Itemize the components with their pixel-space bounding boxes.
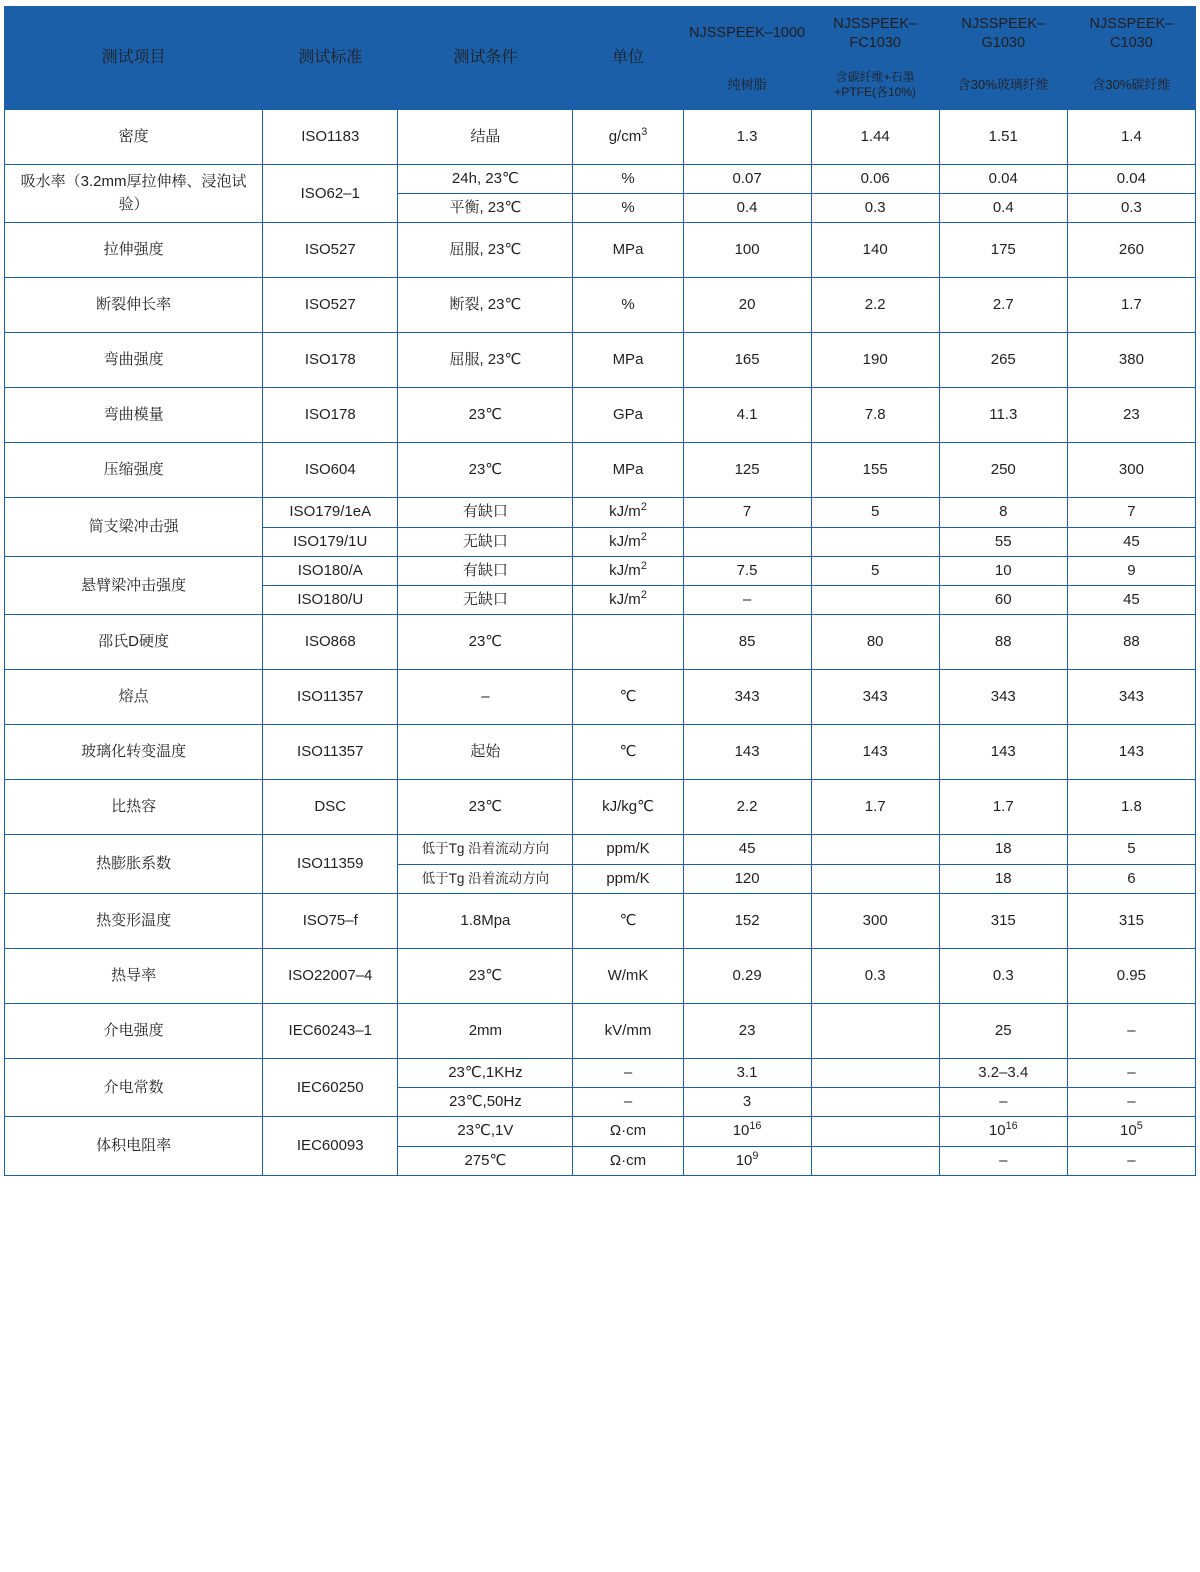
cell-unit: $kJ/m^2$ <box>573 556 683 585</box>
cell-unit: – <box>573 1058 683 1087</box>
cell-value: – <box>1067 1146 1195 1175</box>
cell-value: 6 <box>1067 864 1195 893</box>
cell-value: 175 <box>939 223 1067 278</box>
cell-test-item: 介电强度 <box>5 1003 263 1058</box>
cell-test-standard: ISO527 <box>263 278 398 333</box>
cell-value: 20 <box>683 278 811 333</box>
cell-value: 85 <box>683 615 811 670</box>
table-row <box>5 1058 1196 1087</box>
table-row <box>5 725 1196 780</box>
cell-value: 8 <box>939 498 1067 527</box>
cell-unit: GPa <box>573 388 683 443</box>
table-row <box>5 333 1196 388</box>
cell-value: 0.4 <box>683 194 811 223</box>
cell-test-condition: 低于Tg 沿着流动方向 <box>398 864 573 893</box>
cell-value: 0.04 <box>1067 164 1195 193</box>
cell-value: – <box>1067 1088 1195 1117</box>
cell-unit: ppm/K <box>573 835 683 864</box>
cell-test-item: 熔点 <box>5 670 263 725</box>
header-product-4-desc: 含30%碳纤维 <box>1067 61 1195 109</box>
cell-test-condition: 平衡, 23℃ <box>398 194 573 223</box>
cell-value: 2.2 <box>683 780 811 835</box>
table-body <box>5 109 1196 1175</box>
cell-value: – <box>683 586 811 615</box>
cell-test-item: 压缩强度 <box>5 443 263 498</box>
cell-test-standard: ISO11359 <box>263 835 398 894</box>
cell-value: 1.3 <box>683 109 811 164</box>
cell-value: 2.2 <box>811 278 939 333</box>
cell-value: 23 <box>683 1003 811 1058</box>
cell-test-condition: 23℃,1V <box>398 1117 573 1146</box>
cell-test-condition: 无缺口 <box>398 527 573 556</box>
cell-value: 18 <box>939 864 1067 893</box>
cell-test-standard: ISO62–1 <box>263 164 398 223</box>
cell-test-item: 介电常数 <box>5 1058 263 1117</box>
cell-unit: ppm/K <box>573 864 683 893</box>
table-row <box>5 948 1196 1003</box>
cell-test-item: 密度 <box>5 109 263 164</box>
cell-test-item: 弯曲强度 <box>5 333 263 388</box>
cell-value: 0.06 <box>811 164 939 193</box>
cell-value: – <box>1067 1058 1195 1087</box>
header-test-condition: 测试条件 <box>398 7 573 110</box>
cell-test-item: 断裂伸长率 <box>5 278 263 333</box>
cell-value: 1.7 <box>939 780 1067 835</box>
cell-value: 1.7 <box>1067 278 1195 333</box>
cell-test-standard: ISO11357 <box>263 670 398 725</box>
header-product-2: NJSSPEEK–FC1030 <box>811 7 939 62</box>
cell-value <box>811 864 939 893</box>
header-product-3: NJSSPEEK–G1030 <box>939 7 1067 62</box>
cell-test-item: 简支梁冲击强 <box>5 498 263 557</box>
cell-unit: % <box>573 164 683 193</box>
cell-value: 190 <box>811 333 939 388</box>
table-row <box>5 109 1196 164</box>
cell-unit: – <box>573 1088 683 1117</box>
cell-value: 0.3 <box>939 948 1067 1003</box>
cell-test-item: 热变形温度 <box>5 893 263 948</box>
cell-value: 45 <box>1067 527 1195 556</box>
cell-test-condition: 有缺口 <box>398 556 573 585</box>
cell-test-condition: 24h, 23℃ <box>398 164 573 193</box>
cell-test-condition: 275℃ <box>398 1146 573 1175</box>
table-row <box>5 615 1196 670</box>
cell-value: 120 <box>683 864 811 893</box>
cell-test-item: 比热容 <box>5 780 263 835</box>
cell-unit: % <box>573 194 683 223</box>
cell-test-standard: IEC60093 <box>263 1117 398 1176</box>
cell-unit: Ω·cm <box>573 1146 683 1175</box>
cell-value <box>811 1003 939 1058</box>
cell-value: 343 <box>683 670 811 725</box>
cell-value: 155 <box>811 443 939 498</box>
cell-value: 9 <box>1067 556 1195 585</box>
header-test-standard: 测试标准 <box>263 7 398 110</box>
cell-value: 265 <box>939 333 1067 388</box>
header-product-3-desc: 含30%玻璃纤维 <box>939 61 1067 109</box>
cell-value: 300 <box>811 893 939 948</box>
cell-value: 88 <box>1067 615 1195 670</box>
cell-value: 300 <box>1067 443 1195 498</box>
cell-value: 315 <box>939 893 1067 948</box>
cell-unit: Ω·cm <box>573 1117 683 1146</box>
cell-unit <box>573 615 683 670</box>
table-row <box>5 388 1196 443</box>
cell-test-condition: 23℃ <box>398 615 573 670</box>
table-row <box>5 223 1196 278</box>
cell-value: 1.7 <box>811 780 939 835</box>
cell-value: 0.3 <box>1067 194 1195 223</box>
table-header <box>5 7 1196 110</box>
cell-value: 0.3 <box>811 194 939 223</box>
cell-value: $10^9$ <box>683 1146 811 1175</box>
cell-test-item: 热膨胀系数 <box>5 835 263 894</box>
cell-unit: $kJ/m^2$ <box>573 527 683 556</box>
cell-test-condition: 23℃,1KHz <box>398 1058 573 1087</box>
cell-test-item: 悬臂梁冲击强度 <box>5 556 263 615</box>
cell-test-condition: 23℃ <box>398 780 573 835</box>
cell-value: 125 <box>683 443 811 498</box>
cell-value: 7 <box>683 498 811 527</box>
cell-unit: $g/cm^3$ <box>573 109 683 164</box>
cell-value <box>811 1146 939 1175</box>
cell-test-standard: IEC60243–1 <box>263 1003 398 1058</box>
cell-test-standard: ISO11357 <box>263 725 398 780</box>
cell-value: 140 <box>811 223 939 278</box>
cell-test-condition: 23℃,50Hz <box>398 1088 573 1117</box>
table-row <box>5 164 1196 193</box>
cell-value: 18 <box>939 835 1067 864</box>
cell-value: 343 <box>939 670 1067 725</box>
cell-test-item: 邵氏D硬度 <box>5 615 263 670</box>
cell-test-condition: 23℃ <box>398 388 573 443</box>
cell-test-condition: – <box>398 670 573 725</box>
cell-value: 0.4 <box>939 194 1067 223</box>
cell-unit: $kJ/m^2$ <box>573 586 683 615</box>
cell-value: – <box>1067 1003 1195 1058</box>
header-product-1-desc: 纯树脂 <box>683 61 811 109</box>
cell-test-standard: ISO180/U <box>263 586 398 615</box>
cell-test-standard: ISO178 <box>263 388 398 443</box>
cell-value: 1.8 <box>1067 780 1195 835</box>
cell-value: 25 <box>939 1003 1067 1058</box>
cell-test-condition: 屈服, 23℃ <box>398 223 573 278</box>
cell-unit: kV/mm <box>573 1003 683 1058</box>
cell-value: 7.5 <box>683 556 811 585</box>
cell-value: 60 <box>939 586 1067 615</box>
header-test-item: 测试项目 <box>5 7 263 110</box>
table-row <box>5 443 1196 498</box>
cell-test-condition: 无缺口 <box>398 586 573 615</box>
cell-test-standard: ISO178 <box>263 333 398 388</box>
cell-value: 11.3 <box>939 388 1067 443</box>
cell-value: 315 <box>1067 893 1195 948</box>
cell-test-item: 热导率 <box>5 948 263 1003</box>
table-row <box>5 1003 1196 1058</box>
cell-value: 0.29 <box>683 948 811 1003</box>
cell-value: 100 <box>683 223 811 278</box>
cell-test-standard: ISO22007–4 <box>263 948 398 1003</box>
cell-value: 5 <box>811 498 939 527</box>
header-row-product <box>5 7 1196 62</box>
material-properties-table <box>4 6 1196 1176</box>
table-row <box>5 893 1196 948</box>
cell-value: – <box>939 1088 1067 1117</box>
cell-value: 143 <box>939 725 1067 780</box>
cell-test-condition: 屈服, 23℃ <box>398 333 573 388</box>
cell-test-standard: ISO180/A <box>263 556 398 585</box>
cell-test-condition: 低于Tg 沿着流动方向 <box>398 835 573 864</box>
cell-unit: % <box>573 278 683 333</box>
cell-test-item: 体积电阻率 <box>5 1117 263 1176</box>
cell-value: 5 <box>1067 835 1195 864</box>
table-row <box>5 835 1196 864</box>
cell-test-condition: 23℃ <box>398 948 573 1003</box>
cell-test-item: 吸水率（3.2mm厚拉伸棒、浸泡试验） <box>5 164 263 223</box>
cell-test-condition: 2mm <box>398 1003 573 1058</box>
cell-value: 3 <box>683 1088 811 1117</box>
cell-test-condition: 1.8Mpa <box>398 893 573 948</box>
cell-unit: ℃ <box>573 893 683 948</box>
cell-value <box>683 527 811 556</box>
cell-value: 1.4 <box>1067 109 1195 164</box>
cell-test-standard: ISO179/1U <box>263 527 398 556</box>
cell-test-standard: ISO179/1eA <box>263 498 398 527</box>
cell-test-item: 拉伸强度 <box>5 223 263 278</box>
cell-test-standard: ISO527 <box>263 223 398 278</box>
cell-value: 55 <box>939 527 1067 556</box>
cell-value: 5 <box>811 556 939 585</box>
cell-value: 3.1 <box>683 1058 811 1087</box>
table-row <box>5 780 1196 835</box>
cell-value: 143 <box>811 725 939 780</box>
cell-value: 380 <box>1067 333 1195 388</box>
cell-value: 0.04 <box>939 164 1067 193</box>
cell-value: 7.8 <box>811 388 939 443</box>
header-product-1: NJSSPEEK–1000 <box>683 7 811 62</box>
cell-value: 260 <box>1067 223 1195 278</box>
cell-value: 152 <box>683 893 811 948</box>
cell-value: 45 <box>683 835 811 864</box>
table-row <box>5 498 1196 527</box>
cell-value: 165 <box>683 333 811 388</box>
cell-value: 0.95 <box>1067 948 1195 1003</box>
cell-test-condition: 起始 <box>398 725 573 780</box>
cell-value: 343 <box>1067 670 1195 725</box>
cell-value: 2.7 <box>939 278 1067 333</box>
cell-value: 250 <box>939 443 1067 498</box>
cell-value: – <box>939 1146 1067 1175</box>
cell-value: $10^{16}$ <box>939 1117 1067 1146</box>
cell-value: 4.1 <box>683 388 811 443</box>
cell-value: 143 <box>1067 725 1195 780</box>
cell-unit: MPa <box>573 443 683 498</box>
cell-value: 10 <box>939 556 1067 585</box>
cell-value <box>811 527 939 556</box>
cell-value <box>811 1058 939 1087</box>
cell-value <box>811 835 939 864</box>
cell-value: 0.3 <box>811 948 939 1003</box>
cell-value: 343 <box>811 670 939 725</box>
cell-value: 1.44 <box>811 109 939 164</box>
cell-unit: kJ/kg℃ <box>573 780 683 835</box>
cell-test-standard: ISO75–f <box>263 893 398 948</box>
cell-value <box>811 586 939 615</box>
table-row <box>5 556 1196 585</box>
cell-test-condition: 有缺口 <box>398 498 573 527</box>
cell-unit: ℃ <box>573 670 683 725</box>
cell-value: $10^5$ <box>1067 1117 1195 1146</box>
cell-value: 88 <box>939 615 1067 670</box>
cell-value: 7 <box>1067 498 1195 527</box>
cell-value: $10^{16}$ <box>683 1117 811 1146</box>
cell-value: 143 <box>683 725 811 780</box>
cell-unit: $kJ/m^2$ <box>573 498 683 527</box>
cell-value: 23 <box>1067 388 1195 443</box>
table-row <box>5 670 1196 725</box>
cell-value: 3.2–3.4 <box>939 1058 1067 1087</box>
cell-test-standard: ISO604 <box>263 443 398 498</box>
cell-test-item: 玻璃化转变温度 <box>5 725 263 780</box>
cell-unit: MPa <box>573 223 683 278</box>
cell-value: 1.51 <box>939 109 1067 164</box>
cell-value: 80 <box>811 615 939 670</box>
table-row <box>5 1117 1196 1146</box>
cell-value <box>811 1117 939 1146</box>
cell-value <box>811 1088 939 1117</box>
cell-test-condition: 断裂, 23℃ <box>398 278 573 333</box>
header-product-2-desc: 含碳纤维+石墨+PTFE(各10%) <box>811 61 939 109</box>
cell-test-standard: IEC60250 <box>263 1058 398 1117</box>
cell-unit: W/mK <box>573 948 683 1003</box>
cell-test-standard: ISO868 <box>263 615 398 670</box>
table-row <box>5 278 1196 333</box>
cell-test-standard: DSC <box>263 780 398 835</box>
cell-value: 45 <box>1067 586 1195 615</box>
cell-test-condition: 结晶 <box>398 109 573 164</box>
header-product-4: NJSSPEEK–C1030 <box>1067 7 1195 62</box>
cell-value: 0.07 <box>683 164 811 193</box>
cell-unit: ℃ <box>573 725 683 780</box>
cell-test-item: 弯曲模量 <box>5 388 263 443</box>
cell-test-condition: 23℃ <box>398 443 573 498</box>
header-unit: 单位 <box>573 7 683 110</box>
cell-unit: MPa <box>573 333 683 388</box>
cell-test-standard: ISO1183 <box>263 109 398 164</box>
